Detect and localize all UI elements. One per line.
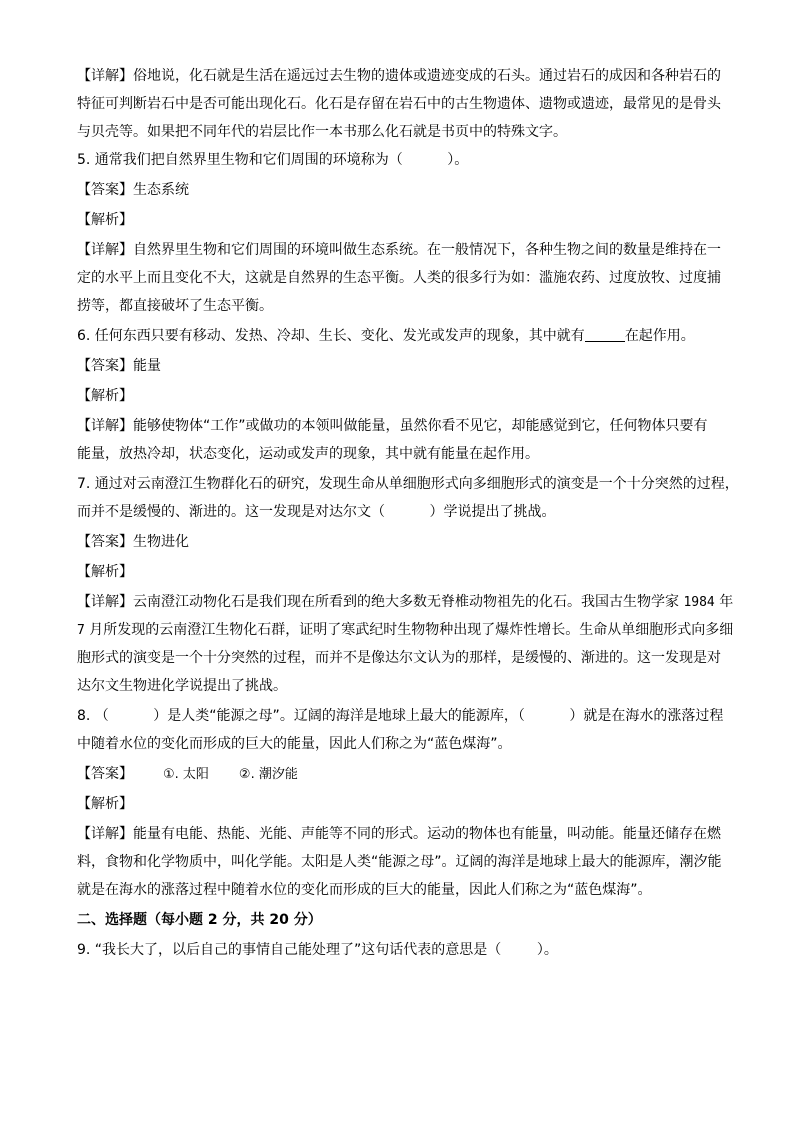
analysis-tag: 【解析】 (77, 388, 133, 404)
answer-line (77, 176, 722, 204)
detail-line: 【详解】能量有电能、热能、光能、声能等不同的形式。运动的物体也有能量，叫动能。能量还储存在燃 (77, 826, 721, 842)
question-8-cont: 中随着水位的变化而形成的巨大的能量，因此人们称之为“蓝色煤海”。 (77, 736, 512, 752)
detail-line: 7 月所发现的云南澄江生物化石群，证明了寒武纪时生物物种出现了爆炸性增长。生命从单细胞形式向多细 (77, 622, 734, 638)
question-8: 8. （ ）是人类“能源之母”。辽阔的海洋是地球上最大的能源库，（ ）就是在海水的涨落过程 (77, 708, 724, 724)
detail-tag: 【详解】 (77, 68, 133, 84)
detail-line: 定的水平上而且变化不大，这就是自然界的生态平衡。人类的很多行为如：滥施农药、过度放牧、过度捕 (77, 270, 721, 286)
answer-tag: 【答案】 (77, 358, 133, 374)
detail-line: 【详解】俗地说，化石就是生活在遥远过去生物的遗体或遗迹变成的石头。通过岩石的成因和各种岩石的 (77, 68, 721, 84)
question-6: 6. 任何东西只要有移动、发热、冷却、生长、变化、发光或发声的现象，其中就有 在起作用。 (77, 328, 695, 344)
analysis-tag: 【解析】 (77, 564, 133, 580)
detail-line: 【详解】能够使物体“工作”或做功的本领叫做能量，虽然你看不见它，却能感觉到它，任何物体只要有 (77, 418, 708, 434)
question-7: 7. 通过对云南澄江生物群化石的研究，发现生命从单细胞形式向多细胞形式的演变是一个十分突然的过程， (77, 476, 739, 492)
answer-text: 生物进化 (133, 534, 189, 550)
fill-blank (585, 327, 625, 342)
detail-tag: 【详解】 (77, 594, 133, 610)
question-5: 5. 通常我们把自然界里生物和它们周围的环境称为（ ）。 (77, 152, 469, 168)
detail-line: 特征可判断岩石中是否可能出现化石。化石是存留在岩石中的古生物遗体、遗物或遗迹，最常见的是骨头 (77, 96, 721, 112)
analysis-tag: 【解析】 (77, 212, 133, 228)
answer-text: 生态系统 (133, 182, 189, 198)
answer-tag: 【答案】 (77, 182, 133, 198)
answer-text: 能量 (133, 358, 161, 374)
answer-1: ①. 太阳 (163, 767, 209, 782)
detail-line: 与贝壳等。如果把不同年代的岩层比作一本书那么化石就是书页中的特殊文字。 (77, 124, 567, 140)
answer-tag: 【答案】 (77, 766, 133, 782)
detail-tag: 【详解】 (77, 826, 133, 842)
detail-line: 能量，放热冷却，状态变化，运动或发声的现象，其中就有能量在起作用。 (77, 446, 539, 462)
detail-line: 【详解】自然界里生物和它们周围的环境叫做生态系统。在一般情况下，各种生物之间的数量是维持在一 (77, 242, 721, 258)
answer-line (77, 760, 722, 788)
detail-line: 捞等，都直接破坏了生态平衡。 (77, 298, 273, 314)
detail-tag: 【详解】 (77, 242, 133, 258)
document-page (77, 62, 739, 964)
detail-tag: 【详解】 (77, 418, 133, 434)
section-heading: 二、选择题（每小题 2 分，共 20 分） (77, 912, 322, 928)
analysis-tag: 【解析】 (77, 796, 133, 812)
answer-2: ②. 潮汐能 (238, 767, 298, 782)
detail-line: 胞形式的演变是一个十分突然的过程，而并不是像达尔文认为的那样，是缓慢的、渐进的。这一发现是对 (77, 650, 721, 666)
answer-line (77, 528, 722, 556)
answer-line (77, 352, 722, 380)
detail-line: 达尔文生物进化学说提出了挑战。 (77, 678, 287, 694)
detail-line: 就是在海水的涨落过程中随着水位的变化而形成的巨大的能量，因此人们称之为“蓝色煤海”。 (77, 882, 652, 898)
question-7-cont: 而并不是缓慢的、渐进的。这一发现是对达尔文（ ）学说提出了挑战。 (77, 504, 556, 520)
answer-tag: 【答案】 (77, 534, 133, 550)
question-9: 9. “我长大了，以后自己的事情自己能处理了”这句话代表的意思是（ ）。 (77, 942, 558, 958)
detail-line: 【详解】云南澄江动物化石是我们现在所看到的绝大多数无脊椎动物祖先的化石。我国古生物学家 1984 年 (77, 594, 734, 610)
detail-line: 料，食物和化学物质中，叫化学能。太阳是人类“能源之母”。辽阔的海洋是地球上最大的能源库，潮汐能 (77, 854, 722, 870)
